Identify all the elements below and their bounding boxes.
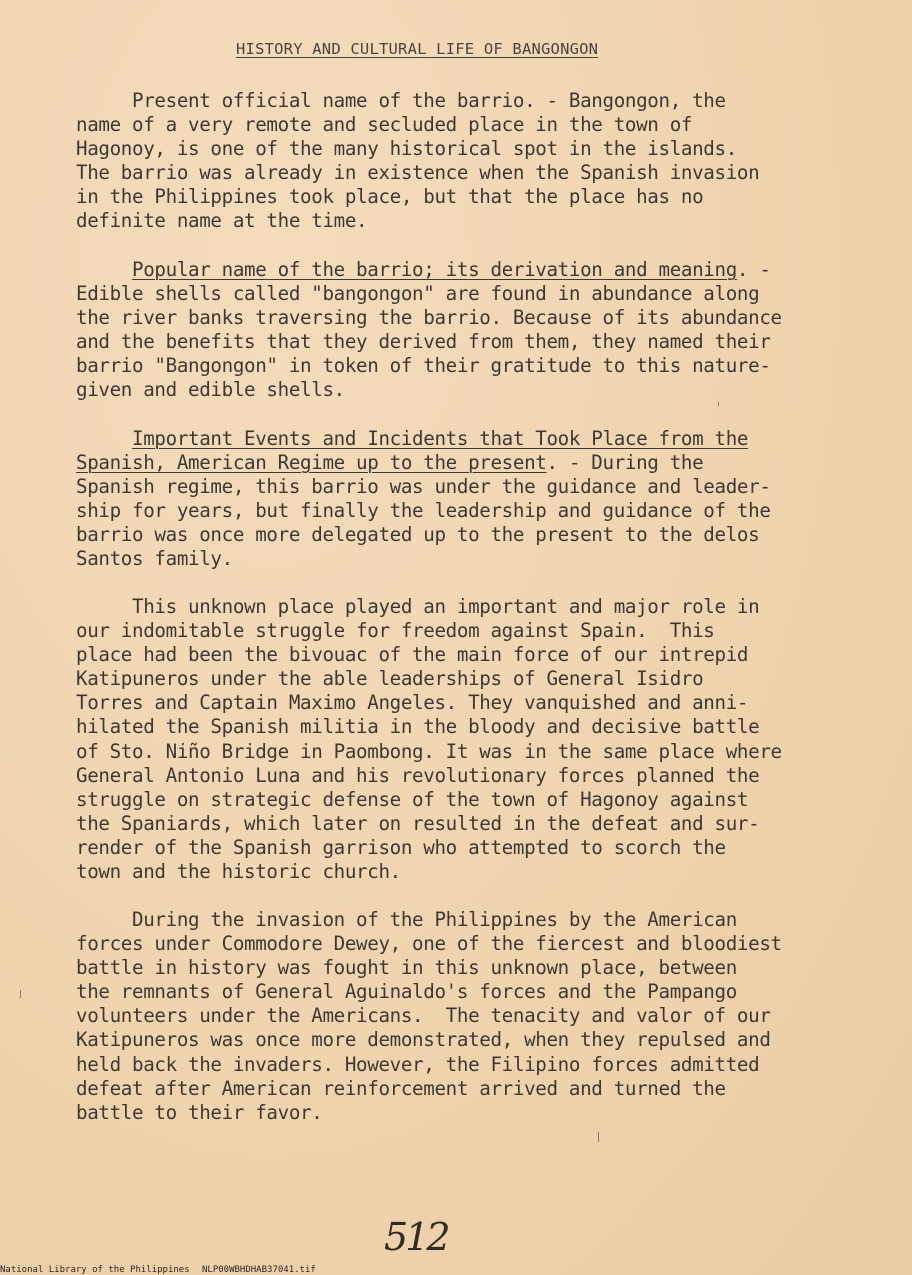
- paragraph-american-invasion: [76, 908, 846, 1125]
- text-line: render of the Spanish garrison who attempted to scorch the: [76, 835, 726, 859]
- scan-speck: [20, 990, 21, 998]
- text-line: name of a very remote and secluded place in the town of: [76, 113, 693, 137]
- page-title: HISTORY AND CULTURAL LIFE OF BANGONGON: [236, 40, 599, 58]
- text-line: battle in history was fought in this unknown place, between: [76, 956, 737, 980]
- text-line: town and the historic church.: [76, 860, 401, 884]
- paragraph-important-events: [76, 427, 846, 572]
- text-line: During the invasion of the Philippines by the American: [76, 908, 737, 931]
- text-line: Spanish regime, this barrio was under the guidance and leader-: [76, 475, 771, 499]
- text-line: of Sto. Niño Bridge in Paombong. It was in the same place where: [76, 739, 782, 763]
- text-line: defeat after American reinforcement arrived and turned the: [76, 1076, 726, 1100]
- text-line: Katipuneros under the able leaderships of General Isidro: [76, 667, 704, 691]
- text-line: volunteers under the Americans. The tenacity and valor of our: [76, 1004, 771, 1028]
- text-line: the Spaniards, which later on resulted in the defeat and sur-: [76, 811, 760, 835]
- text-line: General Antonio Luna and his revolutionary forces planned the: [76, 763, 760, 787]
- handwritten-page-number: 512: [384, 1215, 448, 1259]
- paragraph-spanish-struggle: [76, 595, 846, 884]
- text-line: [76, 427, 846, 451]
- text-line: hilated the Spanish militia in the bloody and decisive battle: [76, 715, 760, 739]
- text-line: Popular name of the barrio; its derivation and meaning. -: [132, 258, 771, 281]
- text-line: Edible shells called "bangongon" are found in abundance along: [76, 282, 760, 306]
- text-line: place had been the bivouac of the main force of our intrepid: [76, 643, 749, 667]
- text-line: battle to their favor.: [76, 1100, 323, 1124]
- text-line: definite name at the time.: [76, 209, 368, 233]
- footer-file-name: NLP00WBHDHAB37041.tif: [202, 1265, 316, 1275]
- underlined-heading: Spanish, American Regime up to the present: [76, 451, 547, 475]
- text-line: the remnants of General Aguinaldo's forces and the Pampango: [76, 980, 737, 1004]
- text-line: Santos family.: [76, 547, 233, 571]
- text-line: struggle on strategic defense of the town of Hagonoy against: [76, 787, 749, 811]
- text-line: Hagonoy, is one of the many historical spot in the islands.: [76, 137, 737, 161]
- text-line: Torres and Captain Maximo Angeles. They vanquished and anni-: [76, 691, 749, 715]
- text-line: in the Philippines took place, but that the place has no: [76, 185, 704, 209]
- text-line: The barrio was already in existence when the Spanish invasion: [76, 161, 760, 185]
- text-line: Present official name of the barrio. - Bangongon, the: [76, 89, 726, 112]
- paragraph-official-name: [76, 89, 846, 234]
- text-line: Spanish, American Regime up to the present. - During the: [76, 451, 704, 475]
- text-line: held back the invaders. However, the Filipino forces admitted: [76, 1052, 760, 1076]
- underlined-heading: Popular name of the barrio; its derivation and meaning: [132, 258, 737, 281]
- text-line: our indomitable struggle for freedom against Spain. This: [76, 619, 715, 643]
- scan-speck: [718, 402, 719, 406]
- text-line: barrio "Bangongon" in token of their gratitude to this nature-: [76, 354, 771, 378]
- underlined-heading: Important Events and Incidents that Took Place from the: [132, 427, 749, 450]
- text-line: given and edible shells.: [76, 378, 345, 402]
- footer-library-credit: National Library of the Philippines: [0, 1265, 190, 1275]
- text-line: ship for years, but finally the leadership and guidance of the: [76, 499, 771, 523]
- text-line: and the benefits that they derived from them, they named their: [76, 330, 771, 354]
- text-line: barrio was once more delegated up to the present to the delos: [76, 523, 760, 547]
- scan-speck: [598, 1132, 599, 1142]
- text-line: This unknown place played an important and major role in: [76, 595, 760, 618]
- paragraph-popular-name: [76, 258, 846, 403]
- text-line: the river banks traversing the barrio. Because of its abundance: [76, 306, 782, 330]
- text-line: forces under Commodore Dewey, one of the fiercest and bloodiest: [76, 932, 782, 956]
- text-line: Katipuneros was once more demonstrated, when they repulsed and: [76, 1028, 771, 1052]
